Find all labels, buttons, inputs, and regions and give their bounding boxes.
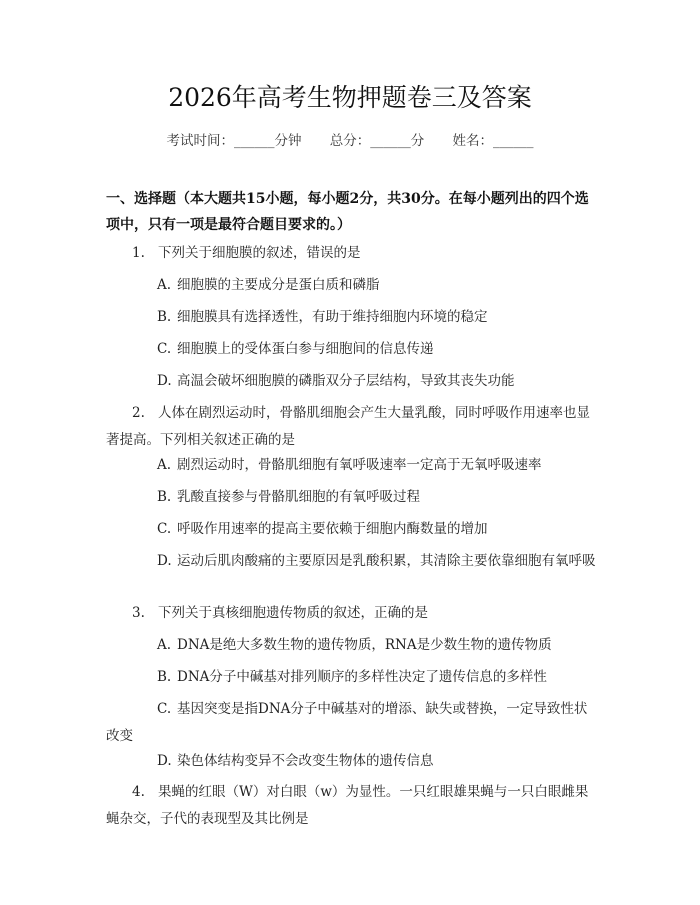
question-stem: 人体在剧烈运动时，骨骼肌细胞会产生大量乳酸，同时呼吸作用速率也显著提高。下列相关叙述正确的是 bbox=[106, 405, 590, 448]
question-3-option-b bbox=[106, 664, 600, 691]
question-2-option-a bbox=[106, 452, 600, 479]
option-text: 运动后肌肉酸痛的主要原因是乳酸积累，其清除主要依靠细胞有氧呼吸 bbox=[177, 553, 596, 569]
question-number: 2. bbox=[132, 405, 145, 421]
question-number: 1. bbox=[132, 245, 145, 261]
question-1-option-a bbox=[106, 272, 600, 299]
exam-time-field: 考试时间：______分钟 bbox=[166, 133, 302, 149]
question-2 bbox=[106, 400, 600, 454]
option-text: 细胞膜上的受体蛋白参与细胞间的信息传递 bbox=[177, 341, 434, 357]
question-3 bbox=[106, 600, 600, 627]
option-letter: A. bbox=[157, 277, 172, 293]
option-text: 剧烈运动时，骨骼肌细胞有氧呼吸速率一定高于无氧呼吸速率 bbox=[177, 457, 542, 473]
page-title: 2026年高考生物押题卷三及答案 bbox=[168, 83, 532, 112]
option-text: DNA分子中碱基对排列顺序的多样性决定了遗传信息的多样性 bbox=[177, 669, 547, 685]
question-4 bbox=[106, 779, 600, 833]
option-letter: C. bbox=[157, 701, 172, 717]
question-1-option-c bbox=[106, 336, 600, 363]
student-name-field: 姓名：______ bbox=[452, 133, 534, 149]
section-heading: 一、选择题（本大题共15小题，每小题2分，共30分。在每小题列出的四个选项中，只有一项是最符合题目要求的。） bbox=[106, 191, 589, 233]
option-text: 呼吸作用速率的提高主要依赖于细胞内酶数量的增加 bbox=[177, 521, 488, 537]
question-stem: 下列关于细胞膜的叙述，错误的是 bbox=[158, 245, 361, 261]
option-text: 乳酸直接参与骨骼肌细胞的有氧呼吸过程 bbox=[177, 489, 420, 505]
question-stem: 果蝇的红眼（W）对白眼（w）为显性。一只红眼雄果蝇与一只白眼雌果蝇杂交，子代的表现型及其比例是 bbox=[106, 784, 589, 827]
question-3-option-c bbox=[106, 696, 600, 750]
option-letter: B. bbox=[157, 489, 172, 505]
option-text: 染色体结构变异不会改变生物体的遗传信息 bbox=[177, 753, 434, 769]
option-text: 高温会破坏细胞膜的磷脂双分子层结构，导致其丧失功能 bbox=[177, 373, 515, 389]
question-2-option-c bbox=[106, 516, 600, 543]
question-stem: 下列关于真核细胞遗传物质的叙述，正确的是 bbox=[158, 605, 428, 621]
question-2-option-b bbox=[106, 484, 600, 511]
question-2-option-d bbox=[106, 548, 600, 575]
question-1 bbox=[106, 240, 600, 267]
option-letter: D. bbox=[157, 373, 172, 389]
question-3-option-d bbox=[106, 748, 600, 775]
option-letter: C. bbox=[157, 341, 172, 357]
option-text: 基因突变是指DNA分子中碱基对的增添、缺失或替换，一定导致性状改变 bbox=[106, 701, 588, 744]
option-letter: A. bbox=[157, 457, 172, 473]
option-text: 细胞膜具有选择透性，有助于维持细胞内环境的稳定 bbox=[177, 309, 488, 325]
option-letter: A. bbox=[157, 637, 172, 653]
option-text: DNA是绝大多数生物的遗传物质，RNA是少数生物的遗传物质 bbox=[177, 637, 552, 653]
question-3-option-a bbox=[106, 632, 600, 659]
option-letter: B. bbox=[157, 669, 172, 685]
option-letter: B. bbox=[157, 309, 172, 325]
option-letter: C. bbox=[157, 521, 172, 537]
question-number: 4. bbox=[132, 784, 145, 800]
option-letter: D. bbox=[157, 753, 172, 769]
exam-info-line bbox=[0, 130, 700, 152]
question-1-option-b bbox=[106, 304, 600, 331]
option-text: 细胞膜的主要成分是蛋白质和磷脂 bbox=[177, 277, 380, 293]
option-letter: D. bbox=[157, 553, 172, 569]
question-number: 3. bbox=[132, 605, 145, 621]
question-1-option-d bbox=[106, 368, 600, 395]
total-score-field: 总分：______分 bbox=[329, 133, 425, 149]
